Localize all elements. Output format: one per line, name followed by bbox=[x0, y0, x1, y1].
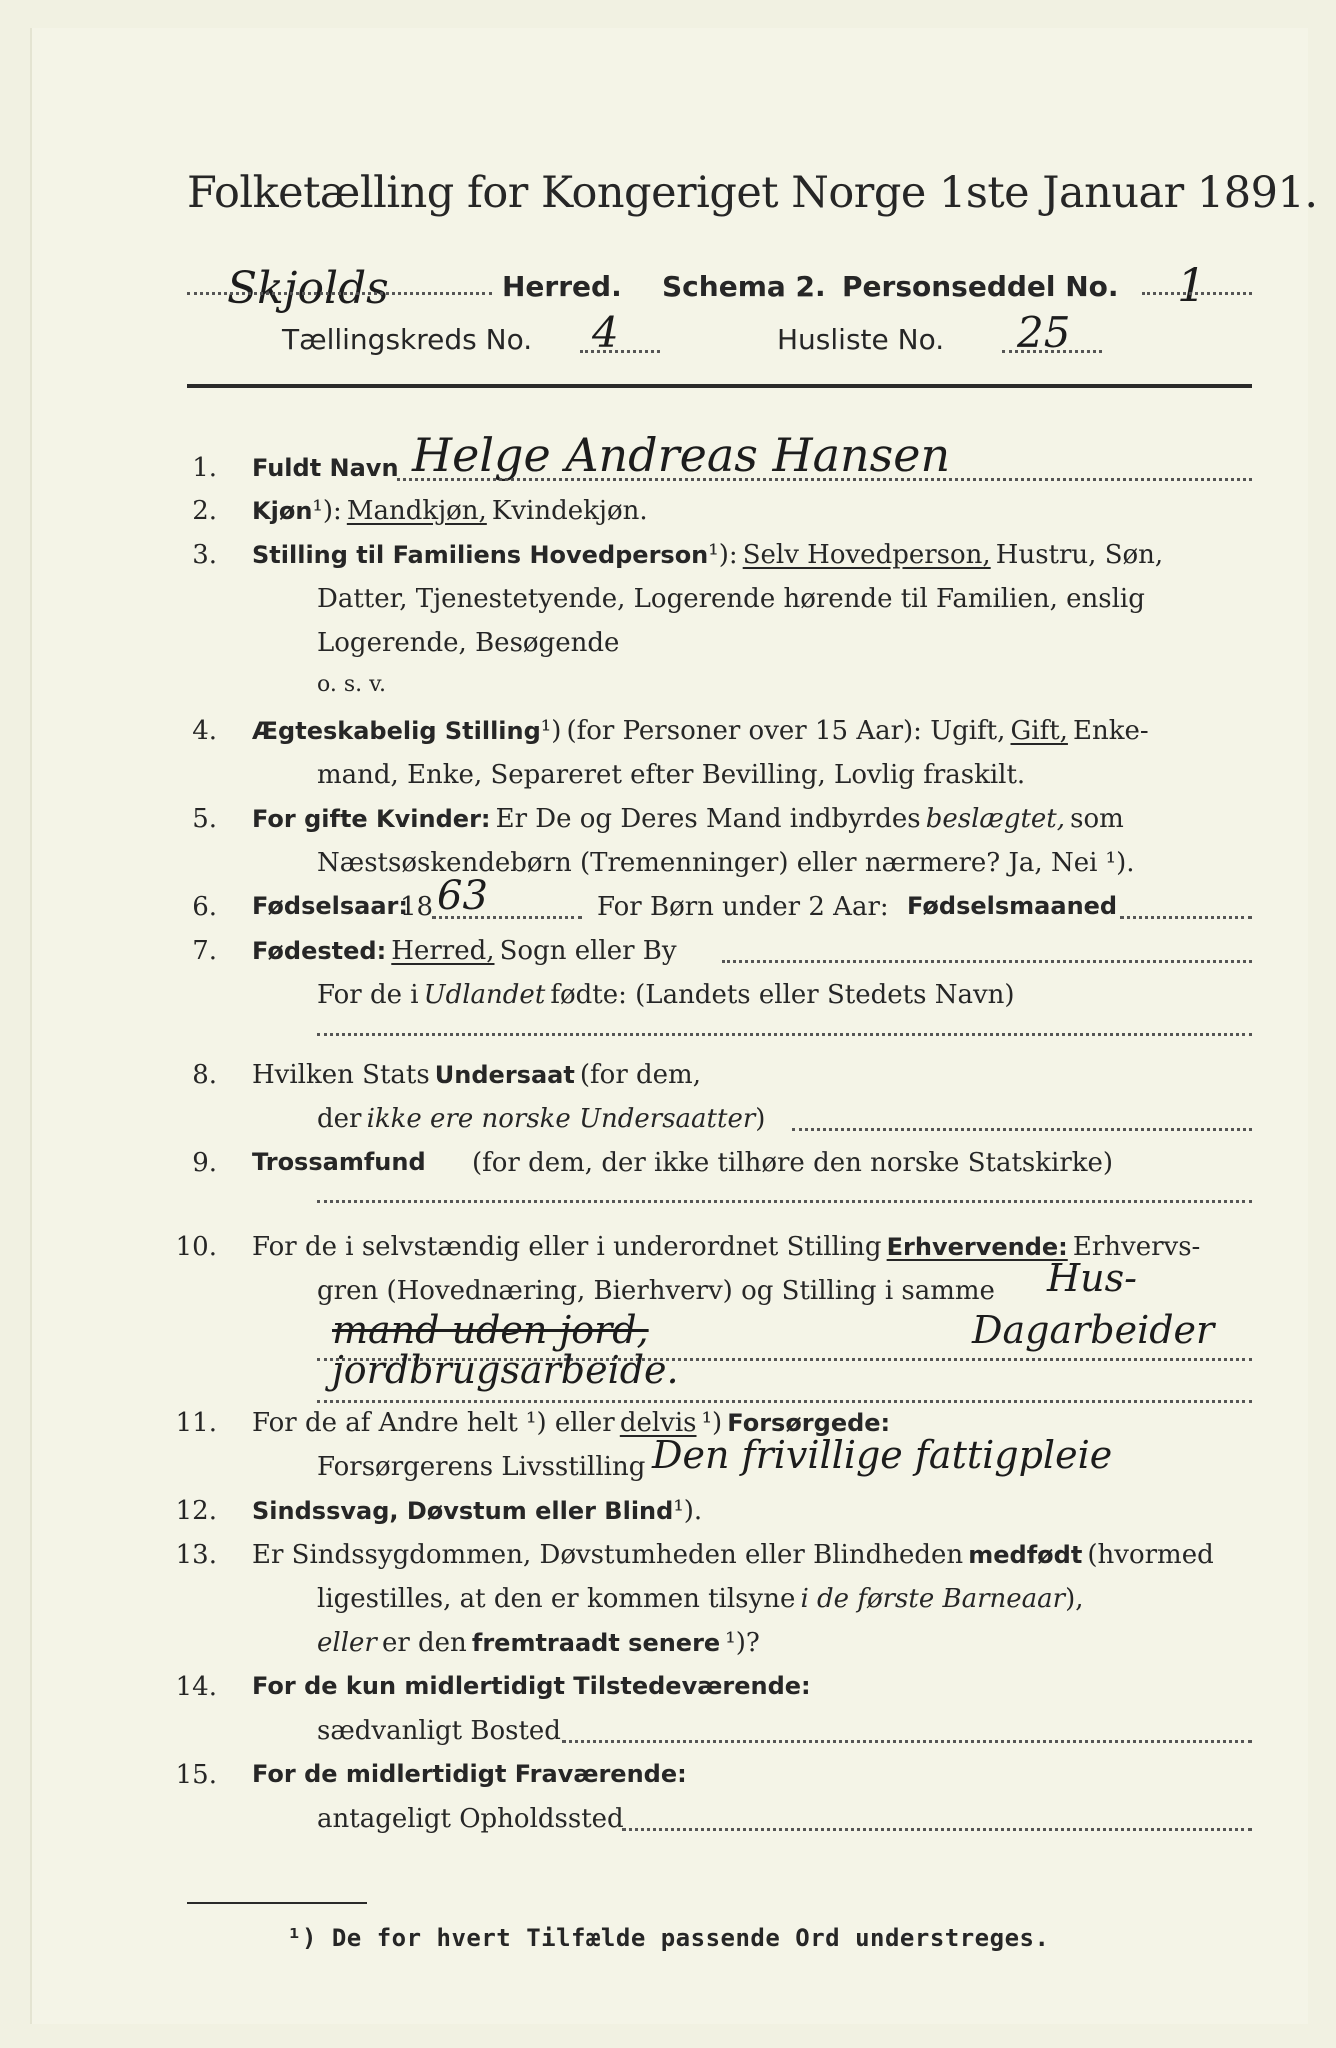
item-15-dotted-line bbox=[622, 1828, 1252, 1831]
item-4-text: (for Personer over 15 Aar): Ugift, bbox=[566, 716, 1006, 746]
item-4-sup: ¹) bbox=[540, 716, 562, 746]
item-10-text: For de i selvstændig eller i underordnet Stilling bbox=[252, 1232, 882, 1262]
item-8-line-2: der ikke ere norske Undersaatter) bbox=[317, 1104, 766, 1134]
item-2-mandkjon: Mandkjøn, bbox=[346, 496, 487, 526]
item-13-line-1 bbox=[252, 1540, 1214, 1570]
item-15-number: 15. bbox=[175, 1760, 217, 1790]
item-2-sup: ¹): bbox=[312, 496, 342, 526]
item-8-undersaat: Undersaat bbox=[434, 1061, 575, 1089]
item-7-second-dotted-line bbox=[317, 1033, 1252, 1036]
item-14-line-2: sædvanligt Bosted bbox=[317, 1716, 561, 1746]
item-5-text: Er De og Deres Mand indbyrdes bbox=[495, 804, 921, 834]
item-10-text-b: Erhvervs- bbox=[1072, 1232, 1201, 1262]
item-8-text-b: (for dem, bbox=[579, 1060, 701, 1090]
item-10-erhvervende: Erhvervende: bbox=[886, 1233, 1068, 1261]
personseddel-label: Personseddel No. bbox=[842, 270, 1119, 303]
item-3-line-3: Logerende, Besøgende bbox=[317, 628, 620, 658]
item-1-name-handwritten: Helge Andreas Hansen bbox=[412, 428, 951, 482]
item-7-text: Sogn eller By bbox=[499, 936, 677, 966]
personseddel-dotted-line bbox=[1142, 292, 1252, 295]
header-rule bbox=[187, 384, 1252, 388]
item-1-label: Fuldt Navn bbox=[252, 454, 399, 482]
item-13-eller: eller bbox=[317, 1628, 377, 1658]
husliste-label: Husliste No. bbox=[777, 323, 945, 356]
item-14-dotted-line bbox=[562, 1740, 1252, 1743]
item-10-handwritten-struck: mand uden jord, bbox=[332, 1308, 649, 1352]
taellingskreds-label: Tællingskreds No. bbox=[282, 323, 533, 356]
item-6-text: For Børn under 2 Aar: bbox=[597, 892, 889, 922]
item-13-text: Er Sindssygdommen, Døvstumheden eller Blindheden bbox=[252, 1540, 964, 1570]
item-7-label: Fødested: bbox=[252, 937, 387, 965]
item-11-line-2: Forsørgerens Livsstilling bbox=[317, 1452, 646, 1482]
herred-handwritten: Skjolds bbox=[227, 263, 389, 314]
item-13-line-3 bbox=[317, 1628, 760, 1658]
item-11-delvis: delvis bbox=[619, 1408, 697, 1438]
item-13-line2b: ), bbox=[1065, 1584, 1084, 1614]
item-10-number: 10. bbox=[175, 1232, 217, 1262]
item-2-line bbox=[252, 496, 648, 526]
item-11-text-b: ¹) bbox=[701, 1408, 723, 1438]
husliste-number: 25 bbox=[1017, 308, 1071, 357]
item-7-line-1 bbox=[252, 936, 677, 966]
item-15-line-2: antageligt Opholdssted bbox=[317, 1804, 624, 1834]
item-13-number: 13. bbox=[175, 1540, 217, 1570]
item-4-line-1 bbox=[252, 716, 1149, 746]
item-7-herred: Herred, bbox=[391, 936, 495, 966]
item-12-sup: ¹). bbox=[673, 1496, 703, 1526]
item-4-text-b: Enke- bbox=[1073, 716, 1149, 746]
item-2-label: Kjøn bbox=[252, 497, 313, 525]
item-7-udlandet: Udlandet bbox=[423, 980, 546, 1010]
item-13-line3b: ¹)? bbox=[725, 1628, 760, 1658]
taellingskreds-number: 4 bbox=[592, 308, 619, 357]
item-7-line-2 bbox=[317, 980, 1015, 1010]
item-10-line-2: gren (Hovednæring, Bierhverv) og Stilling i samme bbox=[317, 1276, 995, 1306]
item-10-handwritten-1: Hus- bbox=[1047, 1256, 1137, 1300]
item-8-text: Hvilken Stats bbox=[252, 1060, 430, 1090]
item-7-line2a: For de i bbox=[317, 980, 419, 1010]
item-5-line-1 bbox=[252, 804, 1124, 834]
item-7-number: 7. bbox=[192, 936, 217, 966]
item-13-medfodt: medfødt bbox=[968, 1541, 1083, 1569]
item-7-line2b: fødte: (Landets eller Stedets Navn) bbox=[550, 980, 1015, 1010]
item-3-line-1 bbox=[252, 540, 1163, 570]
item-9-dotted-line bbox=[317, 1200, 1252, 1203]
item-12-line bbox=[252, 1496, 702, 1526]
item-11-forsorgede: Forsørgede: bbox=[727, 1409, 891, 1437]
item-1-number: 1. bbox=[192, 453, 217, 483]
item-9-label: Trossamfund bbox=[252, 1148, 426, 1176]
footnote-rule bbox=[187, 1902, 367, 1904]
item-13-text-b: (hvormed bbox=[1087, 1540, 1214, 1570]
item-3-selv-hovedperson: Selv Hovedperson, bbox=[742, 540, 991, 570]
item-4-number: 4. bbox=[192, 716, 217, 746]
item-5-label: For gifte Kvinder: bbox=[252, 805, 491, 833]
item-11-text: For de af Andre helt ¹) eller bbox=[252, 1408, 615, 1438]
item-8-ikke-norske: ikke ere norske Undersaatter bbox=[366, 1104, 756, 1134]
item-5-line-2: Næstsøskendebørn (Tremenninger) eller nærmere? Ja, Nei ¹). bbox=[317, 848, 1135, 878]
form-title: Folketælling for Kongeriget Norge 1ste Januar 1891. bbox=[187, 168, 1318, 218]
item-3-line-4: o. s. v. bbox=[317, 672, 386, 697]
item-13-line-2 bbox=[317, 1584, 1084, 1614]
item-3-sup: ¹): bbox=[708, 540, 738, 570]
item-6-year-handwritten: 63 bbox=[437, 873, 488, 919]
item-6-month-dotted-line bbox=[1120, 916, 1252, 919]
item-4-label: Ægteskabelig Stilling bbox=[252, 717, 541, 745]
item-13-barneaar: i de første Barneaar bbox=[800, 1584, 1066, 1614]
item-8-line-1 bbox=[252, 1060, 701, 1090]
item-13-line3a: er den bbox=[381, 1628, 467, 1658]
item-6-label: Fødselsaar: bbox=[252, 892, 408, 920]
item-13-line2a: ligestilles, at den er kommen tilsyne bbox=[317, 1584, 796, 1614]
husliste-dotted-line bbox=[1002, 350, 1102, 353]
item-15-label: For de midlertidigt Fraværende: bbox=[252, 1760, 687, 1788]
item-11-number: 11. bbox=[175, 1408, 217, 1438]
item-6-foedselsmaaned: Fødselsmaaned bbox=[907, 892, 1118, 920]
schema-label: Schema 2. bbox=[662, 270, 826, 303]
herred-label: Herred. bbox=[502, 270, 622, 303]
item-10-dotted-line-2 bbox=[317, 1400, 1252, 1403]
item-12-number: 12. bbox=[175, 1496, 217, 1526]
item-12-label: Sindssvag, Døvstum eller Blind bbox=[252, 1497, 674, 1525]
herred-dotted-line bbox=[187, 292, 492, 295]
item-5-text-b: som bbox=[1070, 804, 1124, 834]
item-11-handwritten: Den frivillige fattigpleie bbox=[652, 1433, 1113, 1477]
item-2-kvindekjon: Kvindekjøn. bbox=[491, 496, 648, 526]
item-8-der: der bbox=[317, 1104, 362, 1134]
footnote: ¹) De for hvert Tilfælde passende Ord understreges. bbox=[287, 1924, 1050, 1952]
item-2-number: 2. bbox=[192, 496, 217, 526]
item-3-label: Stilling til Familiens Hovedperson bbox=[252, 541, 709, 569]
item-4-line-2: mand, Enke, Separeret efter Bevilling, Lovlig fraskilt. bbox=[317, 760, 1026, 790]
item-5-beslaegtet: beslægtet, bbox=[925, 804, 1066, 834]
item-9-number: 9. bbox=[192, 1148, 217, 1178]
item-5-number: 5. bbox=[192, 804, 217, 834]
personseddel-number: 1 bbox=[1177, 258, 1207, 312]
item-14-number: 14. bbox=[175, 1672, 217, 1702]
census-form-page bbox=[30, 28, 1318, 2024]
item-1-dotted-line bbox=[397, 478, 1252, 481]
item-14-label: For de kun midlertidigt Tilstedeværende: bbox=[252, 1672, 811, 1700]
item-7-dotted-line bbox=[722, 960, 1252, 963]
item-8-number: 8. bbox=[192, 1060, 217, 1090]
item-10-handwritten-2: Dagarbeider bbox=[972, 1308, 1215, 1352]
item-3-rest: Hustru, Søn, bbox=[995, 540, 1164, 570]
item-8-dotted-line bbox=[792, 1128, 1252, 1131]
item-10-handwritten-3: jordbrugsarbeide. bbox=[332, 1348, 679, 1392]
item-3-line-2: Datter, Tjenestetyende, Logerende hørende til Familien, enslig bbox=[317, 584, 1145, 614]
item-9-text: (for dem, der ikke tilhøre den norske Statskirke) bbox=[472, 1148, 1114, 1178]
item-6-prefix: 18 bbox=[400, 892, 434, 922]
item-4-gift: Gift, bbox=[1010, 716, 1068, 746]
item-3-number: 3. bbox=[192, 540, 217, 570]
item-13-fremtraadt: fremtraadt senere bbox=[471, 1629, 721, 1657]
item-6-year-dotted-line bbox=[432, 916, 582, 919]
taellingskreds-dotted-line bbox=[580, 350, 660, 353]
item-6-number: 6. bbox=[192, 892, 217, 922]
